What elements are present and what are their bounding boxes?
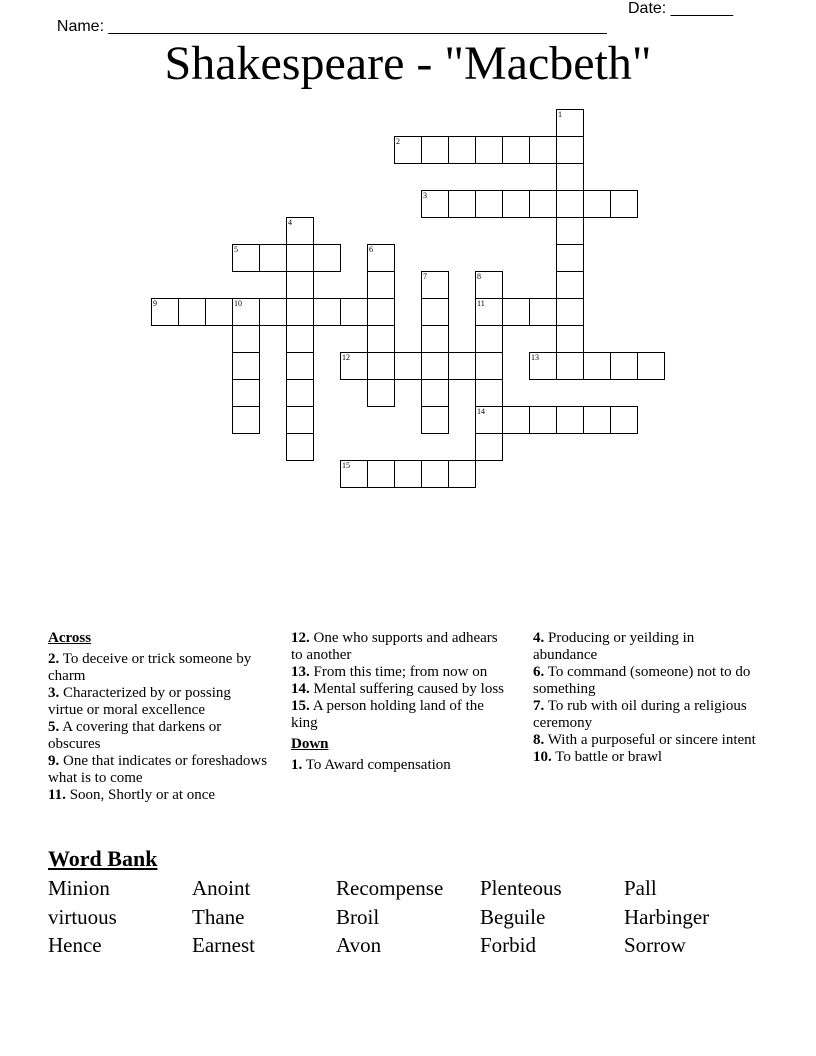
grid-cell[interactable] bbox=[475, 433, 503, 461]
clue-down-7: 7. To rub with oil during a religious ceremony bbox=[533, 698, 747, 731]
grid-cell[interactable] bbox=[340, 352, 368, 380]
grid-cell[interactable] bbox=[340, 460, 368, 488]
clue-across-13: 13. From this time; from now on bbox=[291, 664, 488, 680]
grid-cell[interactable] bbox=[502, 136, 530, 164]
grid-cell[interactable] bbox=[610, 352, 638, 380]
grid-cell[interactable] bbox=[475, 136, 503, 164]
grid-cell-number: 12 bbox=[342, 353, 350, 362]
grid-cell-number: 9 bbox=[153, 299, 157, 308]
grid-cell[interactable] bbox=[610, 190, 638, 218]
clue-across-15: 15. A person holding land of the king bbox=[291, 698, 484, 731]
clue-down-8: 8. With a purposeful or sincere intent bbox=[533, 732, 756, 748]
grid-cell-number: 3 bbox=[423, 191, 427, 200]
grid-cell-number: 15 bbox=[342, 461, 350, 470]
grid-cell[interactable] bbox=[556, 136, 584, 164]
date-field[interactable]: Date: _______ bbox=[628, 0, 733, 17]
grid-cell[interactable] bbox=[232, 298, 260, 326]
grid-cell[interactable] bbox=[259, 298, 287, 326]
grid-cell[interactable] bbox=[556, 325, 584, 353]
clue-down-10: 10. To battle or brawl bbox=[533, 749, 663, 765]
word-bank-item: Avon bbox=[336, 933, 382, 957]
grid-cell[interactable] bbox=[421, 406, 449, 434]
grid-cell[interactable] bbox=[286, 433, 314, 461]
clue-across-9: 9. One that indicates or foreshadows what is to come bbox=[48, 753, 268, 786]
word-bank-item: Anoint bbox=[192, 876, 251, 900]
grid-cell[interactable] bbox=[529, 406, 557, 434]
grid-cell[interactable] bbox=[475, 271, 503, 299]
word-bank-item: Broil bbox=[336, 905, 380, 929]
grid-cell[interactable] bbox=[367, 244, 395, 272]
word-bank-item: Forbid bbox=[480, 933, 537, 957]
grid-cell[interactable] bbox=[286, 271, 314, 299]
grid-cell-number: 7 bbox=[423, 272, 427, 281]
grid-cell[interactable] bbox=[286, 244, 314, 272]
grid-cell[interactable] bbox=[556, 298, 584, 326]
word-bank-item: Recompense bbox=[336, 876, 444, 900]
grid-cell-number: 14 bbox=[477, 407, 485, 416]
grid-cell[interactable] bbox=[556, 244, 584, 272]
grid-cell[interactable] bbox=[448, 190, 476, 218]
word-bank-item: Minion bbox=[48, 876, 110, 900]
word-bank-item: Pall bbox=[624, 876, 657, 900]
clues-column-2 bbox=[291, 630, 511, 774]
grid-cell[interactable] bbox=[556, 190, 584, 218]
grid-cell[interactable] bbox=[475, 352, 503, 380]
clue-across-14: 14. Mental suffering caused by loss bbox=[291, 681, 505, 697]
grid-cell-number: 8 bbox=[477, 272, 481, 281]
grid-cell[interactable] bbox=[286, 352, 314, 380]
grid-cell[interactable] bbox=[556, 271, 584, 299]
grid-cell[interactable] bbox=[529, 298, 557, 326]
grid-cell[interactable] bbox=[475, 298, 503, 326]
grid-cell[interactable] bbox=[232, 379, 260, 407]
grid-cell[interactable] bbox=[421, 136, 449, 164]
word-bank-item: Beguile bbox=[480, 905, 546, 929]
grid-cell[interactable] bbox=[421, 379, 449, 407]
grid-cell[interactable] bbox=[556, 352, 584, 380]
word-bank-item: virtuous bbox=[48, 905, 117, 929]
grid-cell[interactable] bbox=[421, 298, 449, 326]
grid-cell[interactable] bbox=[583, 190, 611, 218]
grid-cell[interactable] bbox=[556, 217, 584, 245]
grid-cell[interactable] bbox=[340, 298, 368, 326]
crossword-grid bbox=[0, 0, 816, 520]
grid-cell[interactable] bbox=[367, 271, 395, 299]
clue-down-6: 6. To command (someone) not to do something bbox=[533, 664, 751, 697]
down-heading: Down bbox=[291, 736, 329, 752]
grid-cell-number: 13 bbox=[531, 353, 539, 362]
grid-cell-number: 4 bbox=[288, 218, 292, 227]
grid-cell[interactable] bbox=[529, 352, 557, 380]
word-bank-item: Harbinger bbox=[624, 905, 710, 929]
page-title: Shakespeare - "Macbeth" bbox=[164, 37, 652, 90]
grid-cell[interactable] bbox=[475, 190, 503, 218]
grid-cell[interactable] bbox=[394, 352, 422, 380]
clue-across-12: 12. One who supports and adhears to another bbox=[291, 630, 498, 663]
grid-cell[interactable] bbox=[259, 244, 287, 272]
clue-across-2: 2. To deceive or trick someone by charm bbox=[48, 651, 252, 684]
grid-cell[interactable] bbox=[475, 406, 503, 434]
clue-across-5: 5. A covering that darkens or obscures bbox=[48, 719, 222, 752]
clue-down-4: 4. Producing or yeilding in abundance bbox=[533, 630, 695, 663]
grid-cell[interactable] bbox=[367, 460, 395, 488]
word-bank-item: Thane bbox=[192, 905, 245, 929]
grid-cell[interactable] bbox=[232, 352, 260, 380]
grid-cell[interactable] bbox=[475, 325, 503, 353]
grid-cell-number: 5 bbox=[234, 245, 238, 254]
grid-cell[interactable] bbox=[556, 163, 584, 191]
grid-cell[interactable] bbox=[178, 298, 206, 326]
grid-cell[interactable] bbox=[151, 298, 179, 326]
grid-cell-number: 6 bbox=[369, 245, 373, 254]
word-bank-item: Plenteous bbox=[480, 876, 562, 900]
word-bank-item: Hence bbox=[48, 933, 102, 957]
clue-across-3: 3. Characterized by or possing virtue or moral excellence bbox=[48, 685, 231, 718]
grid-cell[interactable] bbox=[583, 352, 611, 380]
grid-cell[interactable] bbox=[286, 406, 314, 434]
grid-cell[interactable] bbox=[232, 244, 260, 272]
grid-cell[interactable] bbox=[637, 352, 665, 380]
grid-cell[interactable] bbox=[556, 109, 584, 137]
grid-cell-number: 11 bbox=[477, 299, 485, 308]
word-bank-item: Earnest bbox=[192, 933, 255, 957]
clue-down-1: 1. To Award compensation bbox=[291, 757, 451, 773]
grid-cell[interactable] bbox=[286, 298, 314, 326]
grid-cell[interactable] bbox=[421, 190, 449, 218]
grid-cell[interactable] bbox=[475, 379, 503, 407]
grid-cell[interactable] bbox=[610, 406, 638, 434]
grid-cell[interactable] bbox=[502, 190, 530, 218]
grid-cell[interactable] bbox=[448, 460, 476, 488]
name-field[interactable]: Name: ________________________________________________________ bbox=[56, 18, 607, 35]
clue-across-11: 11. Soon, Shortly or at once bbox=[48, 787, 216, 803]
word-bank-title: Word Bank bbox=[48, 846, 158, 871]
grid-cell[interactable] bbox=[421, 460, 449, 488]
grid-cell[interactable] bbox=[394, 460, 422, 488]
grid-cell-number: 10 bbox=[234, 299, 242, 308]
word-bank-item: Sorrow bbox=[624, 933, 686, 957]
grid-cell[interactable] bbox=[367, 325, 395, 353]
grid-cell[interactable] bbox=[421, 325, 449, 353]
grid-cell[interactable] bbox=[286, 325, 314, 353]
grid-cell[interactable] bbox=[232, 406, 260, 434]
grid-cell[interactable] bbox=[313, 298, 341, 326]
grid-cell[interactable] bbox=[286, 379, 314, 407]
grid-cell[interactable] bbox=[529, 136, 557, 164]
grid-cell[interactable] bbox=[394, 136, 422, 164]
grid-cell-number: 1 bbox=[558, 110, 562, 119]
grid-cell[interactable] bbox=[502, 406, 530, 434]
grid-cell[interactable] bbox=[448, 352, 476, 380]
grid-cell[interactable] bbox=[367, 298, 395, 326]
grid-cell[interactable] bbox=[529, 190, 557, 218]
grid-cell[interactable] bbox=[583, 406, 611, 434]
grid-cell[interactable] bbox=[448, 136, 476, 164]
clues-column-1 bbox=[48, 630, 268, 804]
across-heading: Across bbox=[48, 630, 92, 646]
grid-cell[interactable] bbox=[205, 298, 233, 326]
grid-cell[interactable] bbox=[421, 271, 449, 299]
grid-cell[interactable] bbox=[367, 352, 395, 380]
grid-cell[interactable] bbox=[556, 406, 584, 434]
grid-cell-number: 2 bbox=[396, 137, 400, 146]
grid-cell[interactable] bbox=[367, 379, 395, 407]
grid-cell[interactable] bbox=[421, 352, 449, 380]
grid-cell[interactable] bbox=[286, 217, 314, 245]
grid-cell[interactable] bbox=[502, 298, 530, 326]
clues-column-3 bbox=[533, 630, 758, 766]
grid-cell[interactable] bbox=[232, 325, 260, 353]
grid-cell[interactable] bbox=[313, 244, 341, 272]
